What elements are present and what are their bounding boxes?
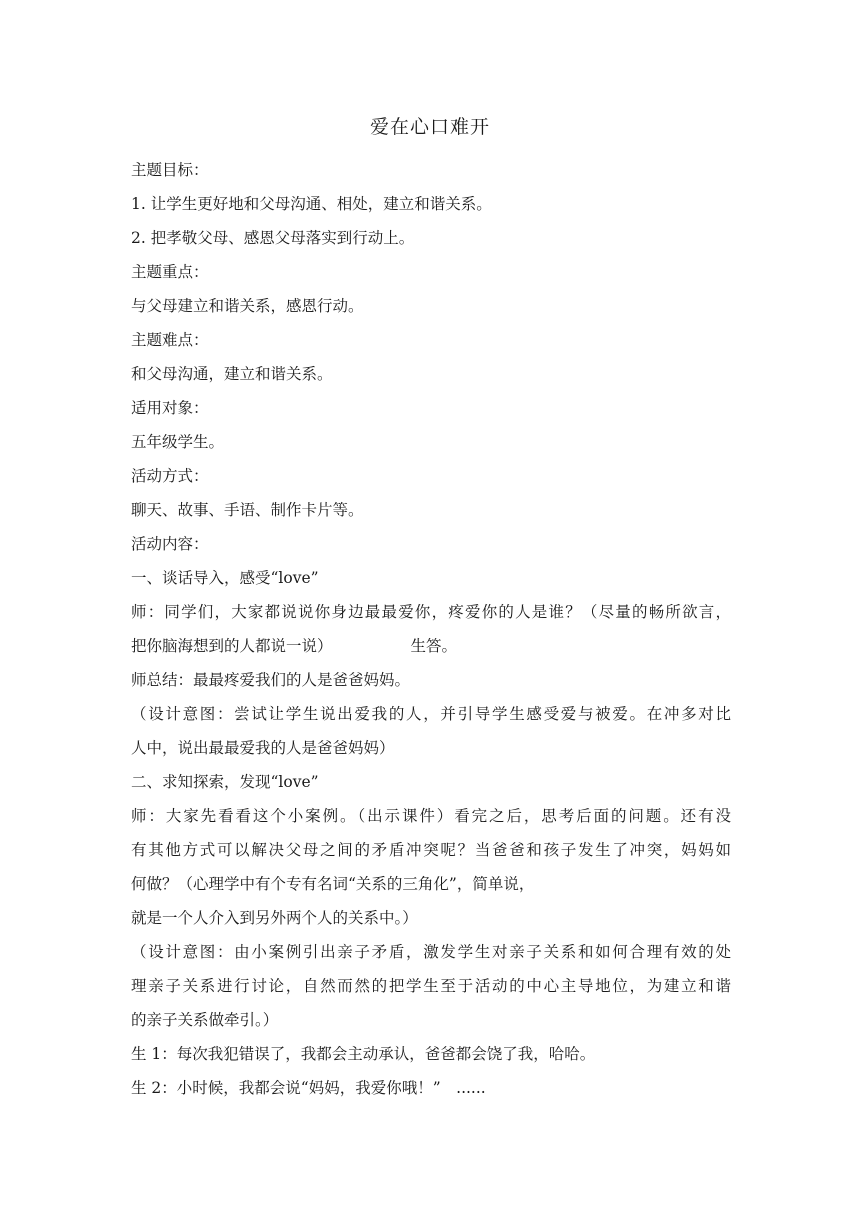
part-one-heading: 一、谈话导入，感受“love”	[131, 569, 319, 587]
section-heading-difficulty: 主题难点：	[131, 331, 209, 349]
design-intent-line: 理亲子关系进行讨论，自然而然的把学生至于活动的中心主导地位，为建立和谐	[131, 977, 731, 995]
student-response-2: 生 2：小时候，我都会说“妈妈，我爱你哦！” ......	[131, 1079, 486, 1097]
section-heading-focus: 主题重点：	[131, 263, 209, 281]
section-heading-audience: 适用对象：	[131, 399, 209, 417]
section-heading-method: 活动方式：	[131, 467, 209, 485]
student-response-1: 生 1：每次我犯错误了，我都会主动承认，爸爸都会饶了我，哈哈。	[131, 1045, 596, 1063]
design-intent-line: 的亲子关系做牵引。）	[131, 1011, 279, 1029]
document-title: 爱在心口难开	[369, 116, 490, 138]
section-heading-content: 活动内容：	[131, 535, 209, 553]
audience-text: 五年级学生。	[131, 433, 225, 451]
difficulty-text: 和父母沟通，建立和谐关系。	[131, 365, 333, 383]
paragraph-line: 师：大家先看看这个小案例。（出示课件）看完之后，思考后面的问题。还有没	[131, 807, 731, 825]
paragraph-line: 就是一个人介入到另外两个人的关系中。）	[131, 909, 418, 927]
design-intent-line: 人中，说出最最爱我的人是爸爸妈妈）	[131, 739, 395, 757]
paragraph-line: 何做？（心理学中有个专有名词“关系的三角化”，简单说，	[131, 875, 535, 893]
paragraph-line: 师：同学们，大家都说说你身边最最爱你，疼爱你的人是谁？（尽量的畅所欲言，	[131, 603, 731, 621]
design-intent-line: （设计意图：尝试让学生说出爱我的人，并引导学生感受爱与被爱。在冲多对比	[131, 705, 731, 723]
goal-item-1: 1. 让学生更好地和父母沟通、相处，建立和谐关系。	[131, 195, 492, 213]
document-body	[131, 153, 731, 1105]
student-answer-text: 生答。	[410, 637, 458, 655]
section-heading-goals: 主题目标：	[131, 161, 209, 179]
goal-item-2: 2. 把孝敬父母、感恩父母落实到行动上。	[131, 229, 415, 247]
teacher-summary: 师总结：最最疼爱我们的人是爸爸妈妈。	[131, 671, 411, 689]
method-text: 聊天、故事、手语、制作卡片等。	[131, 501, 364, 519]
paragraph-line	[131, 629, 731, 663]
design-intent-line: （设计意图：由小案例引出亲子矛盾，激发学生对亲子关系和如何合理有效的处	[131, 943, 731, 961]
paragraph-line-text: 把你脑海想到的人都说一说）	[131, 637, 333, 655]
focus-text: 与父母建立和谐关系，感恩行动。	[131, 297, 364, 315]
part-two-heading: 二、求知探索，发现“love”	[131, 773, 319, 791]
paragraph-line: 有其他方式可以解决父母之间的矛盾冲突呢？当爸爸和孩子发生了冲突，妈妈如	[131, 841, 731, 859]
